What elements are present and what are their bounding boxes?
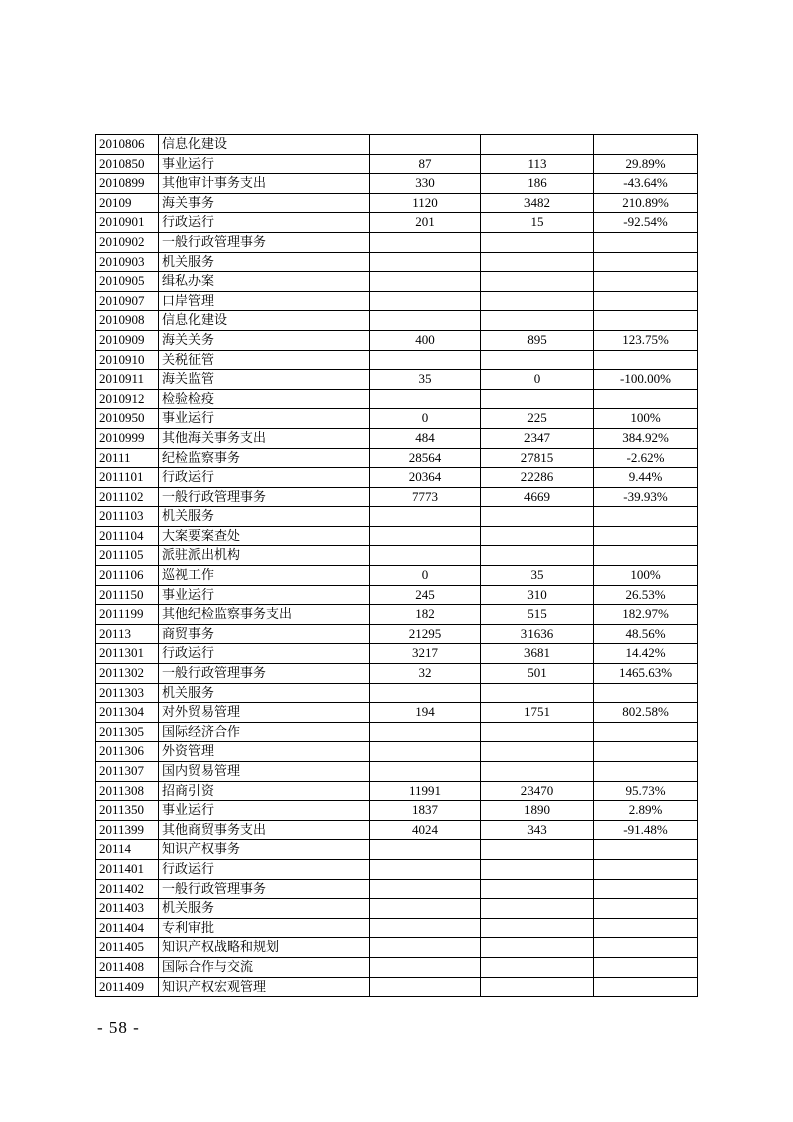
table-row xyxy=(96,938,698,958)
change-cell: 384.92% xyxy=(594,428,698,448)
value2-cell xyxy=(481,859,594,879)
code-cell: 2011306 xyxy=(96,742,159,762)
name-cell: 对外贸易管理 xyxy=(159,703,370,723)
value2-cell xyxy=(481,899,594,919)
value2-cell xyxy=(481,977,594,997)
value1-cell: 182 xyxy=(370,605,481,625)
name-cell: 机关服务 xyxy=(159,507,370,527)
name-cell: 专利审批 xyxy=(159,918,370,938)
change-cell xyxy=(594,938,698,958)
value1-cell xyxy=(370,957,481,977)
name-cell: 机关服务 xyxy=(159,252,370,272)
name-cell: 事业运行 xyxy=(159,585,370,605)
value2-cell xyxy=(481,722,594,742)
name-cell: 口岸管理 xyxy=(159,291,370,311)
table-row xyxy=(96,840,698,860)
code-cell: 2011106 xyxy=(96,566,159,586)
code-cell: 2011303 xyxy=(96,683,159,703)
value2-cell: 225 xyxy=(481,409,594,429)
table-row xyxy=(96,526,698,546)
value1-cell: 201 xyxy=(370,213,481,233)
change-cell xyxy=(594,879,698,899)
table-row xyxy=(96,468,698,488)
code-cell: 2010901 xyxy=(96,213,159,233)
name-cell: 检验检疫 xyxy=(159,389,370,409)
value1-cell xyxy=(370,938,481,958)
value2-cell xyxy=(481,252,594,272)
change-cell: -92.54% xyxy=(594,213,698,233)
value2-cell: 27815 xyxy=(481,448,594,468)
value2-cell: 15 xyxy=(481,213,594,233)
change-cell: 1465.63% xyxy=(594,664,698,684)
value1-cell xyxy=(370,899,481,919)
value1-cell: 21295 xyxy=(370,624,481,644)
code-cell: 20113 xyxy=(96,624,159,644)
table-row xyxy=(96,330,698,350)
value2-cell: 4669 xyxy=(481,487,594,507)
value1-cell: 11991 xyxy=(370,781,481,801)
code-cell: 2010850 xyxy=(96,154,159,174)
value1-cell xyxy=(370,879,481,899)
name-cell: 纪检监察事务 xyxy=(159,448,370,468)
code-cell: 2011103 xyxy=(96,507,159,527)
value2-cell: 22286 xyxy=(481,468,594,488)
table-row xyxy=(96,154,698,174)
table-row xyxy=(96,957,698,977)
table-row xyxy=(96,135,698,155)
value2-cell: 1751 xyxy=(481,703,594,723)
table-row xyxy=(96,232,698,252)
value1-cell: 20364 xyxy=(370,468,481,488)
name-cell: 招商引资 xyxy=(159,781,370,801)
value1-cell xyxy=(370,742,481,762)
value2-cell: 343 xyxy=(481,820,594,840)
code-cell: 2011350 xyxy=(96,801,159,821)
table-row xyxy=(96,879,698,899)
value1-cell xyxy=(370,918,481,938)
code-cell: 2011399 xyxy=(96,820,159,840)
value2-cell: 3681 xyxy=(481,644,594,664)
value2-cell xyxy=(481,840,594,860)
value1-cell: 7773 xyxy=(370,487,481,507)
code-cell: 2010912 xyxy=(96,389,159,409)
change-cell xyxy=(594,291,698,311)
table-row xyxy=(96,722,698,742)
name-cell: 知识产权事务 xyxy=(159,840,370,860)
value2-cell xyxy=(481,311,594,331)
value1-cell: 194 xyxy=(370,703,481,723)
table-row xyxy=(96,762,698,782)
name-cell: 巡视工作 xyxy=(159,566,370,586)
name-cell: 海关事务 xyxy=(159,193,370,213)
code-cell: 2011304 xyxy=(96,703,159,723)
name-cell: 行政运行 xyxy=(159,859,370,879)
table-row xyxy=(96,428,698,448)
value2-cell xyxy=(481,683,594,703)
value1-cell xyxy=(370,135,481,155)
value2-cell xyxy=(481,879,594,899)
table-row xyxy=(96,899,698,919)
table-row xyxy=(96,742,698,762)
name-cell: 国内贸易管理 xyxy=(159,762,370,782)
name-cell: 其他海关事务支出 xyxy=(159,428,370,448)
value2-cell xyxy=(481,918,594,938)
value2-cell: 31636 xyxy=(481,624,594,644)
name-cell: 行政运行 xyxy=(159,213,370,233)
code-cell: 2011305 xyxy=(96,722,159,742)
code-cell: 2011150 xyxy=(96,585,159,605)
value1-cell xyxy=(370,840,481,860)
change-cell: 26.53% xyxy=(594,585,698,605)
change-cell: 14.42% xyxy=(594,644,698,664)
code-cell: 2010806 xyxy=(96,135,159,155)
name-cell: 其他审计事务支出 xyxy=(159,174,370,194)
code-cell: 2010907 xyxy=(96,291,159,311)
change-cell xyxy=(594,546,698,566)
value1-cell: 3217 xyxy=(370,644,481,664)
code-cell: 2011308 xyxy=(96,781,159,801)
name-cell: 一般行政管理事务 xyxy=(159,879,370,899)
table-row xyxy=(96,546,698,566)
value2-cell: 1890 xyxy=(481,801,594,821)
table-row xyxy=(96,487,698,507)
change-cell xyxy=(594,389,698,409)
change-cell xyxy=(594,135,698,155)
name-cell: 派驻派出机构 xyxy=(159,546,370,566)
value1-cell xyxy=(370,507,481,527)
change-cell: -91.48% xyxy=(594,820,698,840)
name-cell: 国际合作与交流 xyxy=(159,957,370,977)
code-cell: 20109 xyxy=(96,193,159,213)
name-cell: 外资管理 xyxy=(159,742,370,762)
value1-cell xyxy=(370,546,481,566)
code-cell: 2011102 xyxy=(96,487,159,507)
code-cell: 2011105 xyxy=(96,546,159,566)
value2-cell xyxy=(481,135,594,155)
table-row xyxy=(96,507,698,527)
code-cell: 2010903 xyxy=(96,252,159,272)
code-cell: 2011403 xyxy=(96,899,159,919)
change-cell xyxy=(594,722,698,742)
value1-cell: 1837 xyxy=(370,801,481,821)
change-cell: 210.89% xyxy=(594,193,698,213)
value1-cell: 245 xyxy=(370,585,481,605)
value1-cell xyxy=(370,232,481,252)
value2-cell xyxy=(481,742,594,762)
value2-cell: 895 xyxy=(481,330,594,350)
value1-cell xyxy=(370,389,481,409)
value1-cell xyxy=(370,977,481,997)
change-cell: 100% xyxy=(594,566,698,586)
code-cell: 2011408 xyxy=(96,957,159,977)
value1-cell: 0 xyxy=(370,566,481,586)
value1-cell: 87 xyxy=(370,154,481,174)
value2-cell: 113 xyxy=(481,154,594,174)
change-cell xyxy=(594,840,698,860)
name-cell: 行政运行 xyxy=(159,468,370,488)
change-cell xyxy=(594,977,698,997)
code-cell: 2011409 xyxy=(96,977,159,997)
value1-cell: 484 xyxy=(370,428,481,448)
value2-cell: 0 xyxy=(481,370,594,390)
value1-cell: 28564 xyxy=(370,448,481,468)
change-cell: 48.56% xyxy=(594,624,698,644)
code-cell: 2010902 xyxy=(96,232,159,252)
value1-cell: 330 xyxy=(370,174,481,194)
value1-cell: 4024 xyxy=(370,820,481,840)
code-cell: 20111 xyxy=(96,448,159,468)
value1-cell: 400 xyxy=(370,330,481,350)
code-cell: 2011404 xyxy=(96,918,159,938)
change-cell xyxy=(594,507,698,527)
change-cell: 123.75% xyxy=(594,330,698,350)
table-row xyxy=(96,448,698,468)
name-cell: 一般行政管理事务 xyxy=(159,232,370,252)
value2-cell xyxy=(481,272,594,292)
name-cell: 国际经济合作 xyxy=(159,722,370,742)
table-row xyxy=(96,624,698,644)
change-cell: -43.64% xyxy=(594,174,698,194)
name-cell: 知识产权宏观管理 xyxy=(159,977,370,997)
table-row xyxy=(96,781,698,801)
name-cell: 信息化建设 xyxy=(159,135,370,155)
code-cell: 2011402 xyxy=(96,879,159,899)
value2-cell: 515 xyxy=(481,605,594,625)
change-cell: -2.62% xyxy=(594,448,698,468)
table-row xyxy=(96,370,698,390)
table-row xyxy=(96,311,698,331)
value1-cell xyxy=(370,272,481,292)
value1-cell xyxy=(370,350,481,370)
change-cell: 29.89% xyxy=(594,154,698,174)
code-cell: 20114 xyxy=(96,840,159,860)
table-row xyxy=(96,820,698,840)
value1-cell xyxy=(370,683,481,703)
name-cell: 知识产权战略和规划 xyxy=(159,938,370,958)
code-cell: 2010905 xyxy=(96,272,159,292)
change-cell xyxy=(594,742,698,762)
table-row xyxy=(96,703,698,723)
change-cell: 100% xyxy=(594,409,698,429)
change-cell xyxy=(594,232,698,252)
code-cell: 2011401 xyxy=(96,859,159,879)
value1-cell xyxy=(370,762,481,782)
code-cell: 2011101 xyxy=(96,468,159,488)
change-cell xyxy=(594,918,698,938)
table-row xyxy=(96,174,698,194)
change-cell xyxy=(594,859,698,879)
value1-cell xyxy=(370,291,481,311)
name-cell: 其他纪检监察事务支出 xyxy=(159,605,370,625)
name-cell: 事业运行 xyxy=(159,409,370,429)
name-cell: 事业运行 xyxy=(159,154,370,174)
code-cell: 2010910 xyxy=(96,350,159,370)
value2-cell xyxy=(481,232,594,252)
table-row xyxy=(96,409,698,429)
table-row xyxy=(96,977,698,997)
code-cell: 2011104 xyxy=(96,526,159,546)
value1-cell: 35 xyxy=(370,370,481,390)
change-cell xyxy=(594,350,698,370)
value2-cell: 186 xyxy=(481,174,594,194)
table-row xyxy=(96,272,698,292)
value1-cell xyxy=(370,722,481,742)
change-cell: -100.00% xyxy=(594,370,698,390)
change-cell: 95.73% xyxy=(594,781,698,801)
table-row xyxy=(96,389,698,409)
table-row xyxy=(96,566,698,586)
name-cell: 行政运行 xyxy=(159,644,370,664)
name-cell: 其他商贸事务支出 xyxy=(159,820,370,840)
name-cell: 商贸事务 xyxy=(159,624,370,644)
table-row xyxy=(96,213,698,233)
name-cell: 一般行政管理事务 xyxy=(159,664,370,684)
value2-cell: 3482 xyxy=(481,193,594,213)
name-cell: 事业运行 xyxy=(159,801,370,821)
change-cell xyxy=(594,957,698,977)
table-row xyxy=(96,918,698,938)
code-cell: 2010909 xyxy=(96,330,159,350)
name-cell: 大案要案查处 xyxy=(159,526,370,546)
change-cell xyxy=(594,311,698,331)
value2-cell xyxy=(481,762,594,782)
change-cell xyxy=(594,526,698,546)
value1-cell xyxy=(370,252,481,272)
change-cell xyxy=(594,899,698,919)
code-cell: 2010899 xyxy=(96,174,159,194)
code-cell: 2011301 xyxy=(96,644,159,664)
name-cell: 一般行政管理事务 xyxy=(159,487,370,507)
value2-cell: 23470 xyxy=(481,781,594,801)
value2-cell xyxy=(481,350,594,370)
value1-cell xyxy=(370,859,481,879)
value2-cell: 501 xyxy=(481,664,594,684)
value2-cell xyxy=(481,507,594,527)
code-cell: 2010911 xyxy=(96,370,159,390)
table-row xyxy=(96,350,698,370)
name-cell: 信息化建设 xyxy=(159,311,370,331)
value2-cell: 35 xyxy=(481,566,594,586)
table-row xyxy=(96,644,698,664)
table-row xyxy=(96,683,698,703)
code-cell: 2011199 xyxy=(96,605,159,625)
value1-cell: 32 xyxy=(370,664,481,684)
name-cell: 机关服务 xyxy=(159,683,370,703)
code-cell: 2010999 xyxy=(96,428,159,448)
value1-cell xyxy=(370,526,481,546)
table-row xyxy=(96,801,698,821)
code-cell: 2011405 xyxy=(96,938,159,958)
name-cell: 关税征管 xyxy=(159,350,370,370)
change-cell xyxy=(594,252,698,272)
code-cell: 2010908 xyxy=(96,311,159,331)
table-row xyxy=(96,859,698,879)
code-cell: 2011307 xyxy=(96,762,159,782)
code-cell: 2011302 xyxy=(96,664,159,684)
value2-cell xyxy=(481,546,594,566)
page-number: - 58 - xyxy=(97,1018,140,1037)
table-row xyxy=(96,291,698,311)
change-cell: 2.89% xyxy=(594,801,698,821)
change-cell: 802.58% xyxy=(594,703,698,723)
change-cell xyxy=(594,272,698,292)
name-cell: 机关服务 xyxy=(159,899,370,919)
value1-cell: 1120 xyxy=(370,193,481,213)
table-row xyxy=(96,252,698,272)
name-cell: 海关监管 xyxy=(159,370,370,390)
budget-table-body xyxy=(96,135,698,997)
name-cell: 海关关务 xyxy=(159,330,370,350)
value2-cell xyxy=(481,291,594,311)
change-cell xyxy=(594,762,698,782)
change-cell: 9.44% xyxy=(594,468,698,488)
value2-cell: 310 xyxy=(481,585,594,605)
value1-cell xyxy=(370,311,481,331)
name-cell: 缉私办案 xyxy=(159,272,370,292)
table-row xyxy=(96,585,698,605)
table-row xyxy=(96,664,698,684)
value2-cell xyxy=(481,389,594,409)
value2-cell xyxy=(481,938,594,958)
table-row xyxy=(96,193,698,213)
change-cell xyxy=(594,683,698,703)
budget-table xyxy=(95,134,698,997)
change-cell: 182.97% xyxy=(594,605,698,625)
value2-cell: 2347 xyxy=(481,428,594,448)
value2-cell xyxy=(481,526,594,546)
table-row xyxy=(96,605,698,625)
value1-cell: 0 xyxy=(370,409,481,429)
change-cell: -39.93% xyxy=(594,487,698,507)
value2-cell xyxy=(481,957,594,977)
code-cell: 2010950 xyxy=(96,409,159,429)
